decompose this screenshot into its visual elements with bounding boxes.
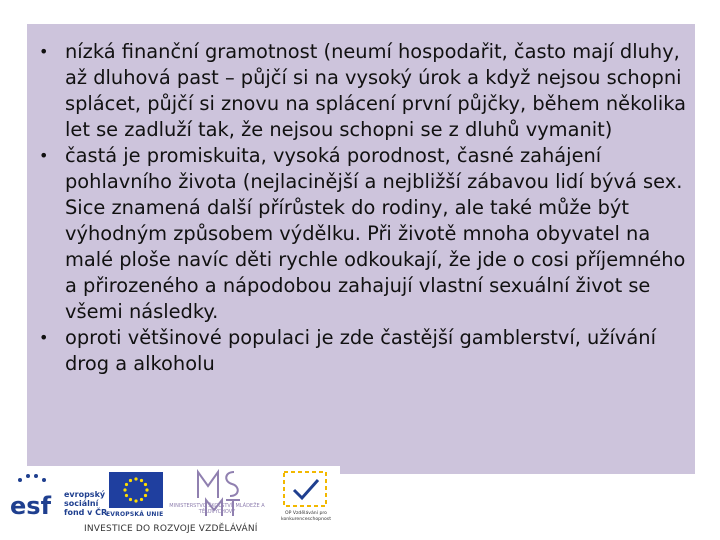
bullet-dot: • xyxy=(39,146,49,165)
eu-flag-icon xyxy=(109,472,163,508)
svg-text:esf: esf xyxy=(10,492,52,520)
investice-slogan: INVESTICE DO ROZVOJE VZDĚLÁVÁNÍ xyxy=(84,524,258,534)
bullet-dot: • xyxy=(39,42,49,61)
bullet-item xyxy=(38,325,688,377)
bullet-text: oproti většinové populaci je zde častější gamblerství, užívání drog a alkoholu xyxy=(65,326,656,375)
bullet-text: nízká finanční gramotnost (neumí hospodařit, často mají dluhy, až dluhová past – půjčí si na vysoký úrok a když nejsou schopni splácet, půjčí si znovu na splácení první půjčky, během několika let se zadluží tak, že nejsou schopni se z dluhů vymanit) xyxy=(65,40,687,141)
op-vzdelavani-logo xyxy=(278,470,332,508)
op-text: OP Vzdělávání pro konkurenceschopnost xyxy=(281,511,331,522)
bullet-item xyxy=(38,39,688,143)
msmt-text: MINISTERSTVO ŠKOLSTVÍ, MLÁDEŽE A TĚLOVÝCHOVY xyxy=(169,503,265,515)
esf-line: fond v ČR xyxy=(64,508,108,517)
bullet-text: častá je promiskuita, vysoká porodnost, časné zahájení pohlavního života (nejlacinější a nejbližší zábavou lidí bývá sex. Sice znamená další přírůstek do rodiny, ale také může být výhodným způsobem výdělku. Při životě mnoha obyvatel na malé ploše navíc děti rychle odkoukají, že jde o cosi příjemného a přirozeného a nápodobou zahajují vlastní sexuální život se všemi následky. xyxy=(65,144,686,323)
eu-label: EVROPSKÁ UNIE xyxy=(106,511,164,518)
esf-line: sociální xyxy=(64,499,99,508)
esf-logo xyxy=(6,470,58,522)
bullet-dot: • xyxy=(39,328,49,347)
bullet-item xyxy=(38,143,688,325)
bullet-list xyxy=(38,39,688,377)
esf-line: evropský xyxy=(64,490,106,499)
esf-text xyxy=(64,490,107,517)
